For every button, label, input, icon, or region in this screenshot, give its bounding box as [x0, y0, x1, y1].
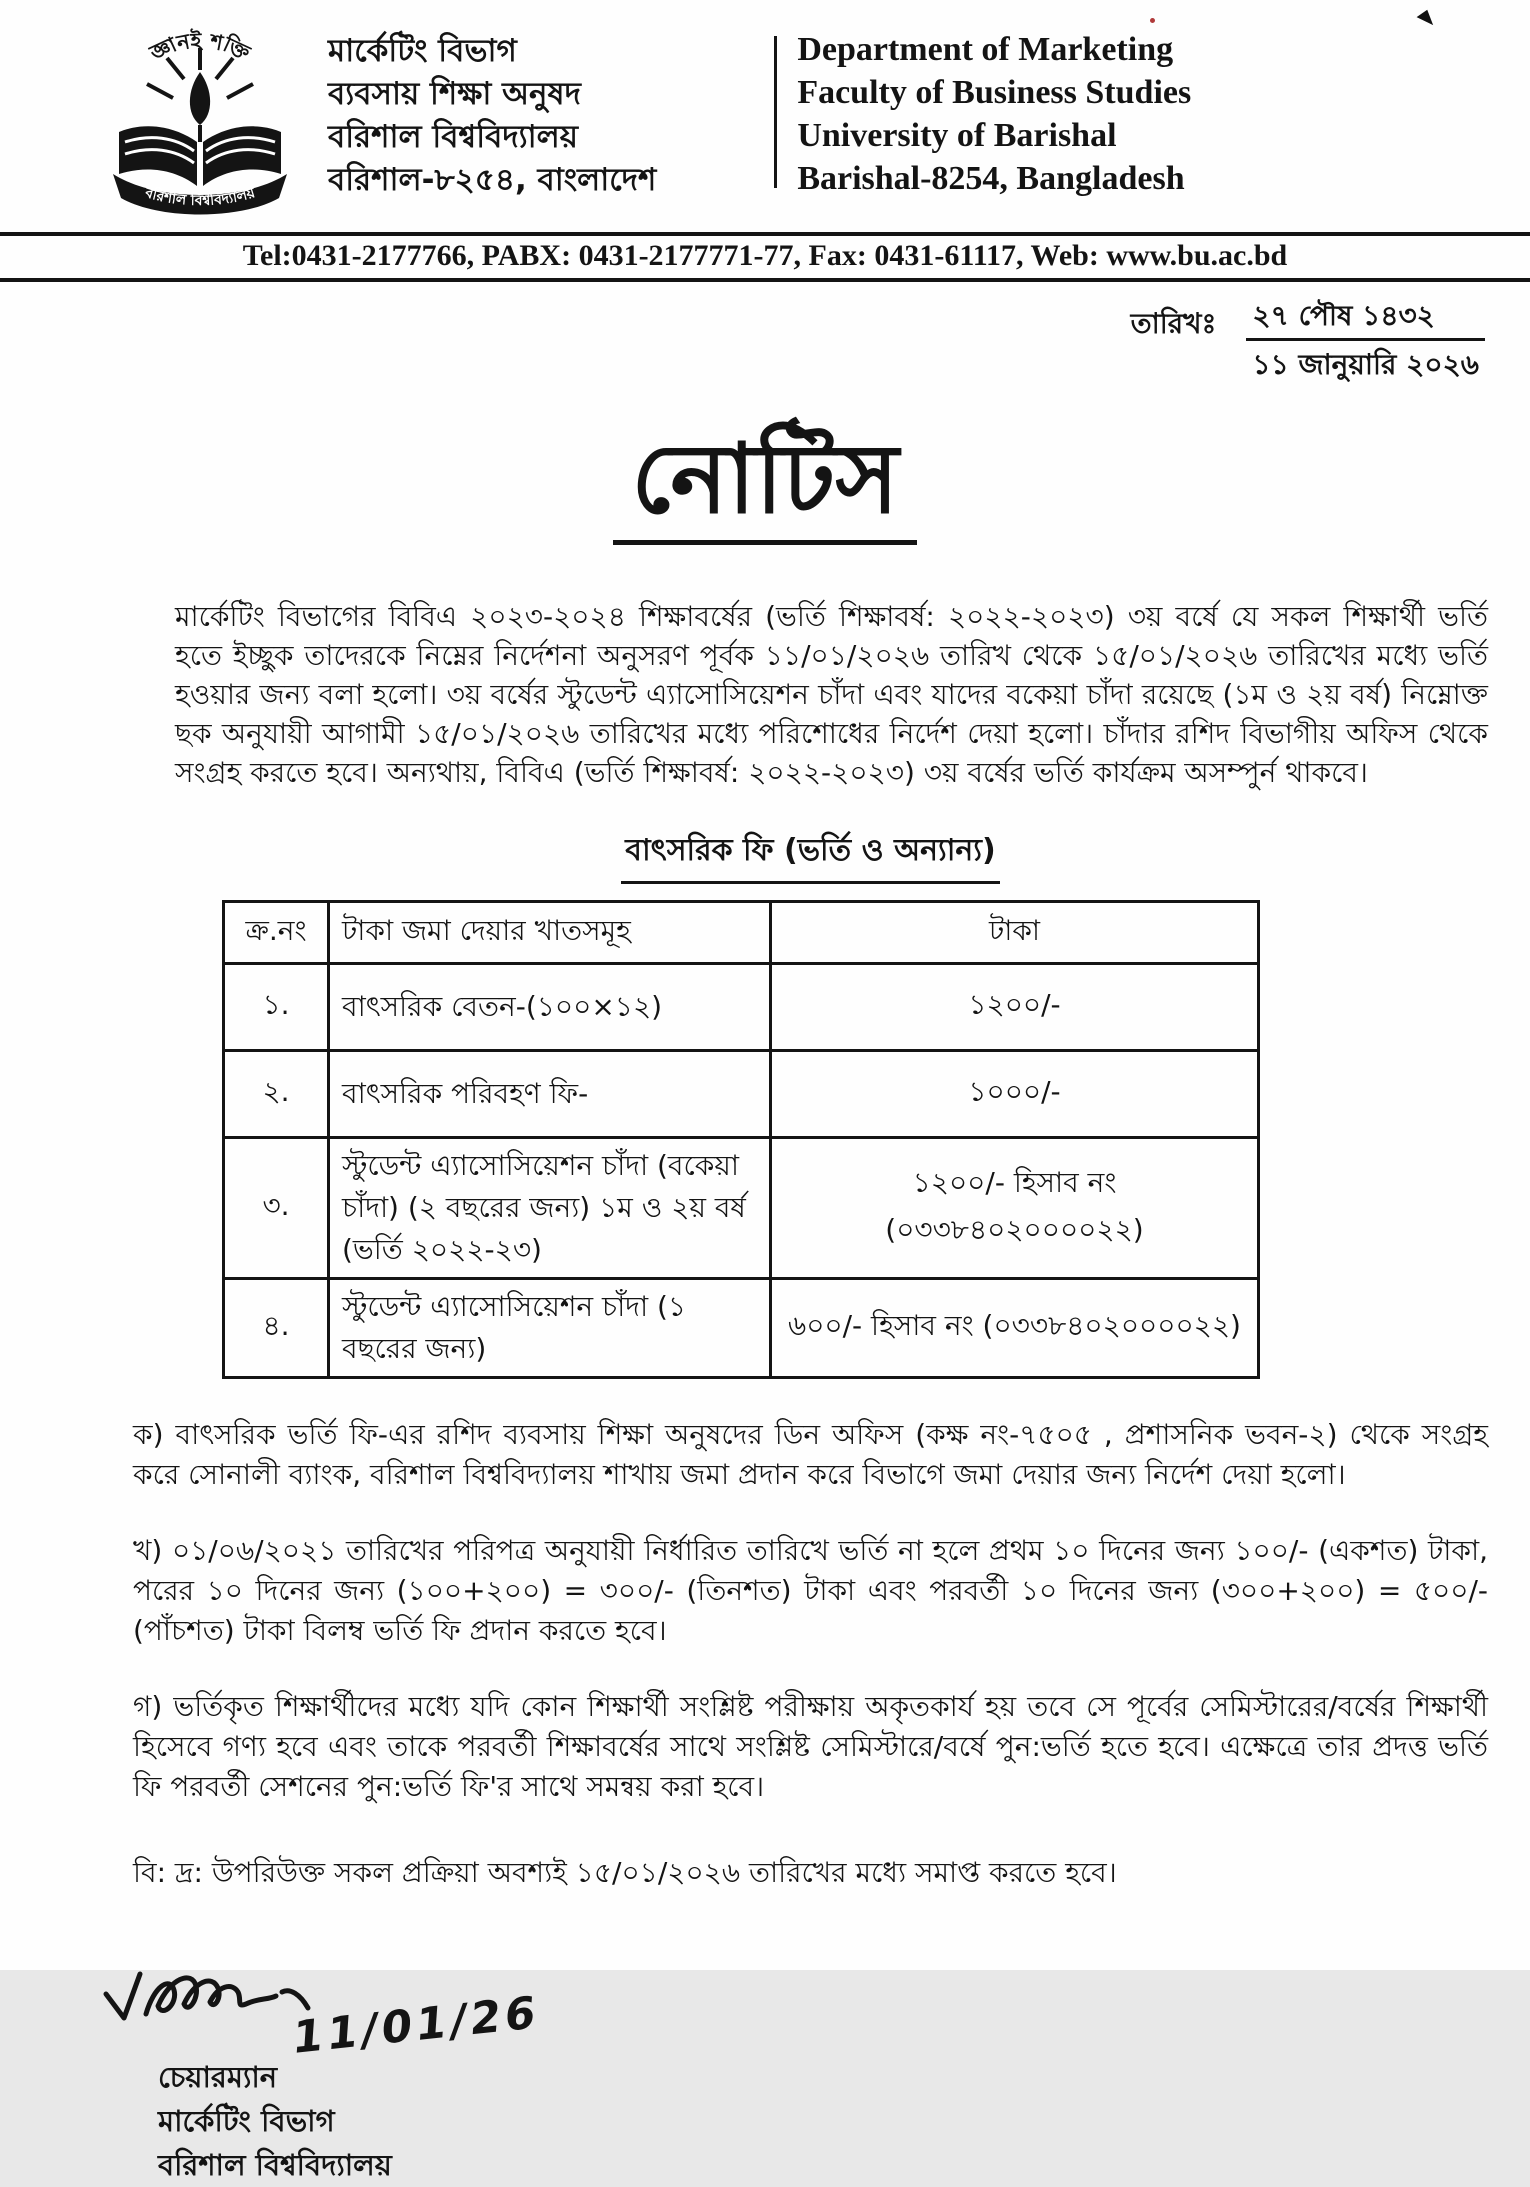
signature-date: 11/01/26	[290, 1986, 541, 2065]
signature-row	[100, 1956, 1530, 2065]
letterhead	[0, 0, 1530, 226]
date-block	[0, 282, 1530, 385]
fee-table-caption-wrap	[133, 826, 1488, 884]
logo-motto-text: জ্ঞানই শক্তি	[146, 28, 254, 66]
date-bangla-calendar: ২৭ পৌষ ১৪৩২	[1246, 296, 1485, 341]
fee-table	[222, 900, 1260, 1379]
fee-cell-sl: ১.	[224, 963, 329, 1050]
signature-scribble	[100, 1956, 320, 2051]
note-ka	[133, 1415, 1488, 1495]
table-row	[224, 963, 1259, 1050]
note-ga	[133, 1687, 1488, 1807]
date-label: তারিখঃ	[1130, 307, 1217, 340]
fee-table-header-row	[224, 901, 1259, 963]
signatory-university: বরিশাল বিশ্ববিদ্যালয়	[158, 2147, 392, 2182]
fee-cell-sl: ৪.	[224, 1278, 329, 1377]
fee-cell-sl: ২.	[224, 1050, 329, 1137]
fee-cell-item: বাৎসরিক বেতন-(১০০×১২)	[329, 963, 771, 1050]
logo-flame	[190, 72, 210, 125]
table-row	[224, 1278, 1259, 1377]
signatory-designation	[158, 2055, 1530, 2187]
header-en-address: Barishal-8254, Bangladesh	[797, 160, 1185, 197]
intro-paragraph: মার্কেটিং বিভাগের বিবিএ ২০২৩-২০২৪ শিক্ষাবর্ষের (ভর্তি শিক্ষাবর্ষ: ২০২২-২০২৩) ৩য় বর্ষে যে সকল শিক্ষার্থী ভর্তি হতে ইচ্ছুক তাদেরকে নিম্নের নির্দেশনা অনুসরণ পূর্বক ১১/০১/২০২৬ তারিখ থেকে ১৫/০১/২০২৬ তারিখের মধ্যে ভর্তি হওয়ার জন্য বলা হলো। ৩য় বর্ষের স্টুডেন্ট এ্যাসোসিয়েশন চাঁদা এবং যাদের বকেয়া চাঁদা রয়েছে (১ম ও ২য় বর্ষ) নিম্নোক্ত ছক অনুযায়ী আগামী ১৫/০১/২০২৬ তারিখের মধ্যে পরিশোধের নির্দেশ দেয়া হলো। চাঁদার রশিদ বিভাগীয় অফিস থেকে সংগ্রহ করতে হবে। অন্যথায়, বিবিএ (ভর্তি শিক্ষাবর্ষ: ২০২২-২০২৩) ৩য় বর্ষের ভর্তি কার্যক্রম অসম্পুর্ন থাকবে।	[175, 599, 1488, 789]
scan-artifact-dot	[1150, 18, 1155, 23]
signatory-title: চেয়ারম্যান	[158, 2059, 278, 2094]
university-logo	[95, 22, 310, 226]
note-text: ০১/০৬/২০২১ তারিখের পরিপত্র অনুযায়ী নির্ধারিত তারিখে ভর্তি না হলে প্রথম ১০ দিনের জন্য ১০০/- (একশত) টাকা, পরের ১০ দিনের জন্য (১০০+২০০) = ৩০০/- (তিনশত) টাকা এবং পরবর্তী ১০ দিনের জন্য (৩০০+২০০) = ৫০০/- (পাঁচশত) টাকা বিলম্ব ভর্তি ফি প্রদান করতে হবে।	[133, 1533, 1488, 1647]
nb-line: বি: দ্র: উপরিউক্ত সকল প্রক্রিয়া অবশ্যই ১৫/০১/২০২৬ তারিখের মধ্যে সমাপ্ত করতে হবে।	[133, 1855, 1117, 1889]
header-bn-university: বরিশাল বিশ্ববিদ্যালয়	[328, 119, 578, 155]
header-bn-faculty: ব্যবসায় শিক্ষা অনুষদ	[328, 76, 581, 112]
fee-cell-item: বাৎসরিক পরিবহণ ফি-	[329, 1050, 771, 1137]
note-text: বাৎসরিক ভর্তি ফি-এর রশিদ ব্যবসায় শিক্ষা অনুষদের ডিন অফিস (কক্ষ নং-৭৫০৫ , প্রশাসনিক ভবন-২) থেকে সংগ্রহ করে সোনালী ব্যাংক, বরিশাল বিশ্ববিদ্যালয় শাখায় জমা প্রদান করে বিভাগে জমা দেয়ার জন্য নির্দেশ দেয়া হলো।	[133, 1417, 1488, 1491]
header-en-dept: Department of Marketing	[797, 31, 1174, 68]
notice-title: নোটিস	[613, 429, 916, 545]
notice-body	[0, 597, 1530, 1898]
title-wrap	[0, 423, 1530, 545]
logo-ribbon-text: বরিশাল বিশ্ববিদ্যালয়	[143, 185, 257, 210]
date-gregorian: ১১ জানুয়ারি ২০২৬	[1252, 348, 1479, 381]
signatory-dept: মার্কেটিং বিভাগ	[158, 2103, 335, 2138]
header-bangla-block	[328, 22, 656, 202]
fee-cell-amount: ৬০০/- হিসাব নং (০৩৩৮৪০২০০০০২২)	[771, 1278, 1259, 1377]
fee-cell-sl: ৩.	[224, 1137, 329, 1278]
fee-th-item: টাকা জমা দেয়ার খাতসমূহ	[329, 901, 771, 963]
header-divider	[774, 36, 777, 188]
note-label: ক)	[133, 1417, 164, 1451]
date-values	[1246, 296, 1485, 385]
university-logo-emblem	[95, 22, 305, 222]
header-bn-dept: মার্কেটিং বিভাগ	[328, 33, 517, 69]
header-en-university: University of Barishal	[797, 117, 1117, 154]
note-label: খ)	[133, 1533, 163, 1567]
note-label: গ)	[133, 1689, 163, 1723]
fee-table-caption: বাৎসরিক ফি (ভর্তি ও অন্যান্য)	[621, 826, 999, 884]
header-en-faculty: Faculty of Business Studies	[797, 74, 1192, 111]
header-english-block	[797, 22, 1191, 200]
table-row	[224, 1050, 1259, 1137]
fee-th-sl: ক্র.নং	[224, 901, 329, 963]
signature-block	[100, 1956, 1530, 2187]
fee-cell-item: স্টুডেন্ট এ্যাসোসিয়েশন চাঁদা (১ বছরের জন্য)	[329, 1278, 771, 1377]
fee-cell-item: স্টুডেন্ট এ্যাসোসিয়েশন চাঁদা (বকেয়া চাঁদা) (২ বছরের জন্য) ১ম ও ২য় বর্ষ (ভর্তি ২০২২-২৩)	[329, 1137, 771, 1278]
note-kha	[133, 1531, 1488, 1651]
table-row	[224, 1137, 1259, 1278]
contact-bar: Tel:0431-2177766, PABX: 0431-2177771-77, Fax: 0431-61117, Web: www.bu.ac.bd	[0, 232, 1530, 282]
fee-cell-amount: ১০০০/-	[771, 1050, 1259, 1137]
note-text: ভর্তিকৃত শিক্ষার্থীদের মধ্যে যদি কোন শিক্ষার্থী সংশ্লিষ্ট পরীক্ষায় অকৃতকার্য হয় তবে সে পূর্বের সেমিস্টারের/বর্ষের শিক্ষার্থী হিসেবে গণ্য হবে এবং তাকে পরবর্তী শিক্ষাবর্ষের সাথে সংশ্লিষ্ট সেমিস্টারে/বর্ষে পুন:ভর্তি হতে হবে। এক্ষেত্রে তার প্রদত্ত ভর্তি ফি পরবর্তী সেশনের পুন:ভর্তি ফি'র সাথে সমন্বয় করা হবে।	[133, 1689, 1488, 1803]
fee-cell-amount: ১২০০/-	[771, 963, 1259, 1050]
fee-cell-amount: ১২০০/- হিসাব নং (০৩৩৮৪০২০০০০২২)	[771, 1137, 1259, 1278]
fee-th-amount: টাকা	[771, 901, 1259, 963]
header-bn-address: বরিশাল-৮২৫৪, বাংলাদেশ	[328, 162, 657, 198]
